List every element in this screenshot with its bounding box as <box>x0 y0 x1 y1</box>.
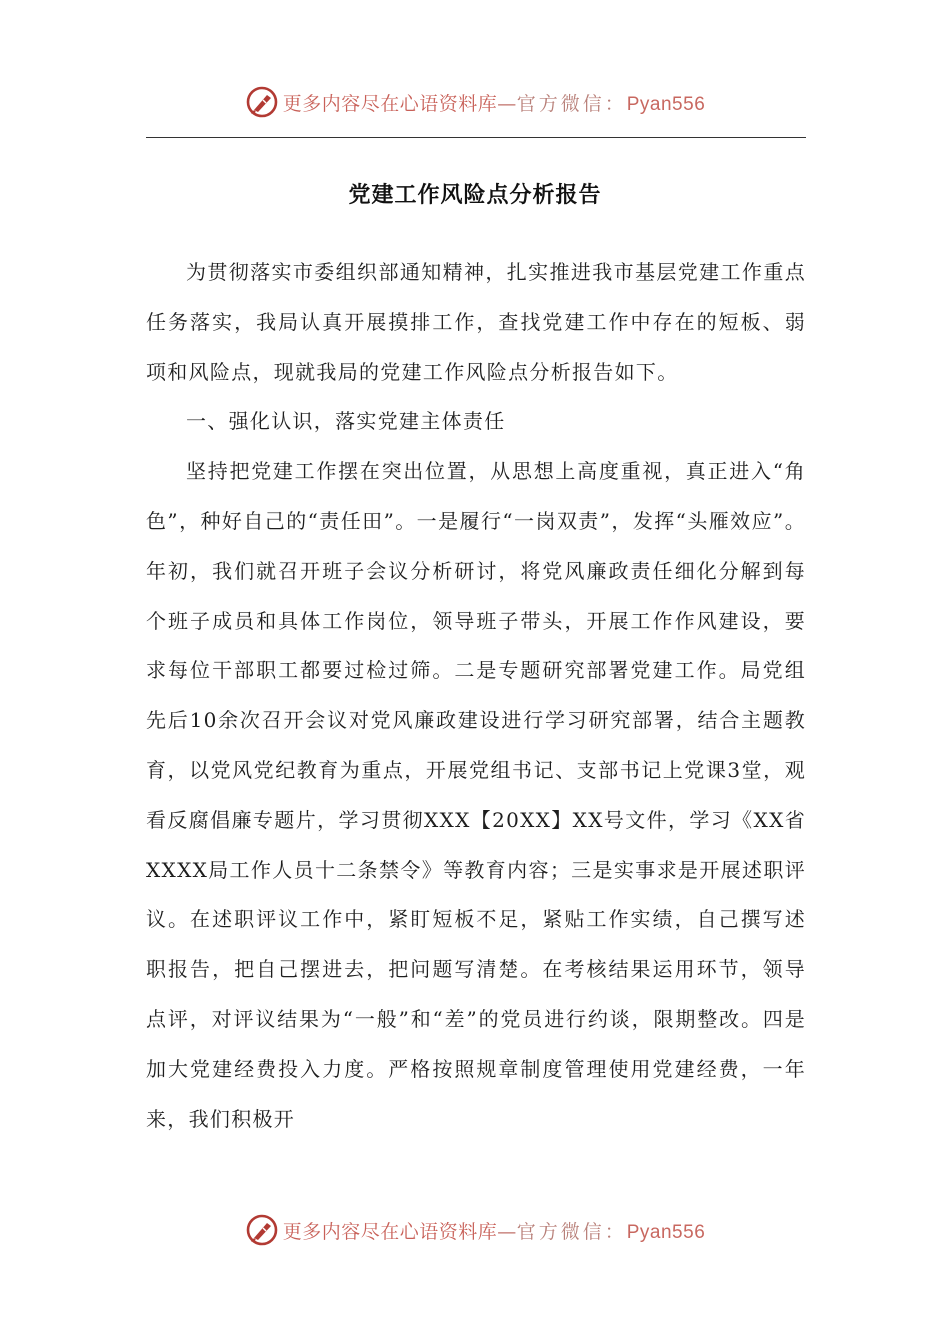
footer-brand: 更多内容尽在心语资料库 <box>282 1220 498 1243</box>
paragraph-intro: 为贯彻落实市委组织部通知精神，扎实推进我市基层党建工作重点任务落实，我局认真开展摸排工作，查找党建工作中存在的短板、弱项和风险点，现就我局的党建工作风险点分析报告如下。 <box>146 260 806 384</box>
pen-nib-logo-icon <box>245 1213 279 1247</box>
header-wechat-id: Pyan556 <box>626 93 706 115</box>
header-brand: 更多内容尽在心语资料库 <box>282 92 498 115</box>
document-title: 党建工作风险点分析报告 <box>348 182 602 208</box>
section-heading-1: 一、强化认识，落实党建主体责任 <box>186 409 506 434</box>
footer-separator: — <box>497 1220 517 1243</box>
document-body <box>146 248 806 1144</box>
header-divider <box>146 137 806 138</box>
footer-wechat-id: Pyan556 <box>626 1221 706 1243</box>
footer-watermark-banner <box>0 1210 950 1250</box>
pen-nib-logo-icon <box>245 85 279 119</box>
header-watermark-banner <box>0 82 950 122</box>
header-wechat-label: 官方微信： <box>516 92 627 115</box>
footer-wechat-label: 官方微信： <box>516 1220 627 1243</box>
header-separator: — <box>497 92 517 115</box>
paragraph-section-1: 坚持把党建工作摆在突出位置，从思想上高度重视，真正进入“角色”，种好自己的“责任田”。一是履行“一岗双责”，发挥“头雁效应”。年初，我们就召开班子会议分析研讨，将党风廉政责任细化分解到每个班子成员和具体工作岗位，领导班子带头，开展工作作风建设，要求每位干部职工都要过检过筛。二是专题研究部署党建工作。局党组先后10余次召开会议对党风廉政建设进行学习研究部署，结合主题教育，以党风党纪教育为重点，开展党组书记、支部书记上党课3堂，观看反腐倡廉专题片，学习贯彻XXX【20XX】XX号文件，学习《XX省XXXX局工作人员十二条禁令》等教育内容；三是实事求是开展述职评议。在述职评议工作中，紧盯短板不足，紧贴工作实绩，自己撰写述职报告，把自己摆进去，把问题写清楚。在考核结果运用环节，领导点评，对评议结果为“一般”和“差”的党员进行约谈，限期整改。四是加大党建经费投入力度。严格按照规章制度管理使用党建经费，一年来，我们积极开 <box>146 459 806 1131</box>
footer-watermark-text <box>283 1217 706 1244</box>
header-watermark-text <box>283 89 706 116</box>
